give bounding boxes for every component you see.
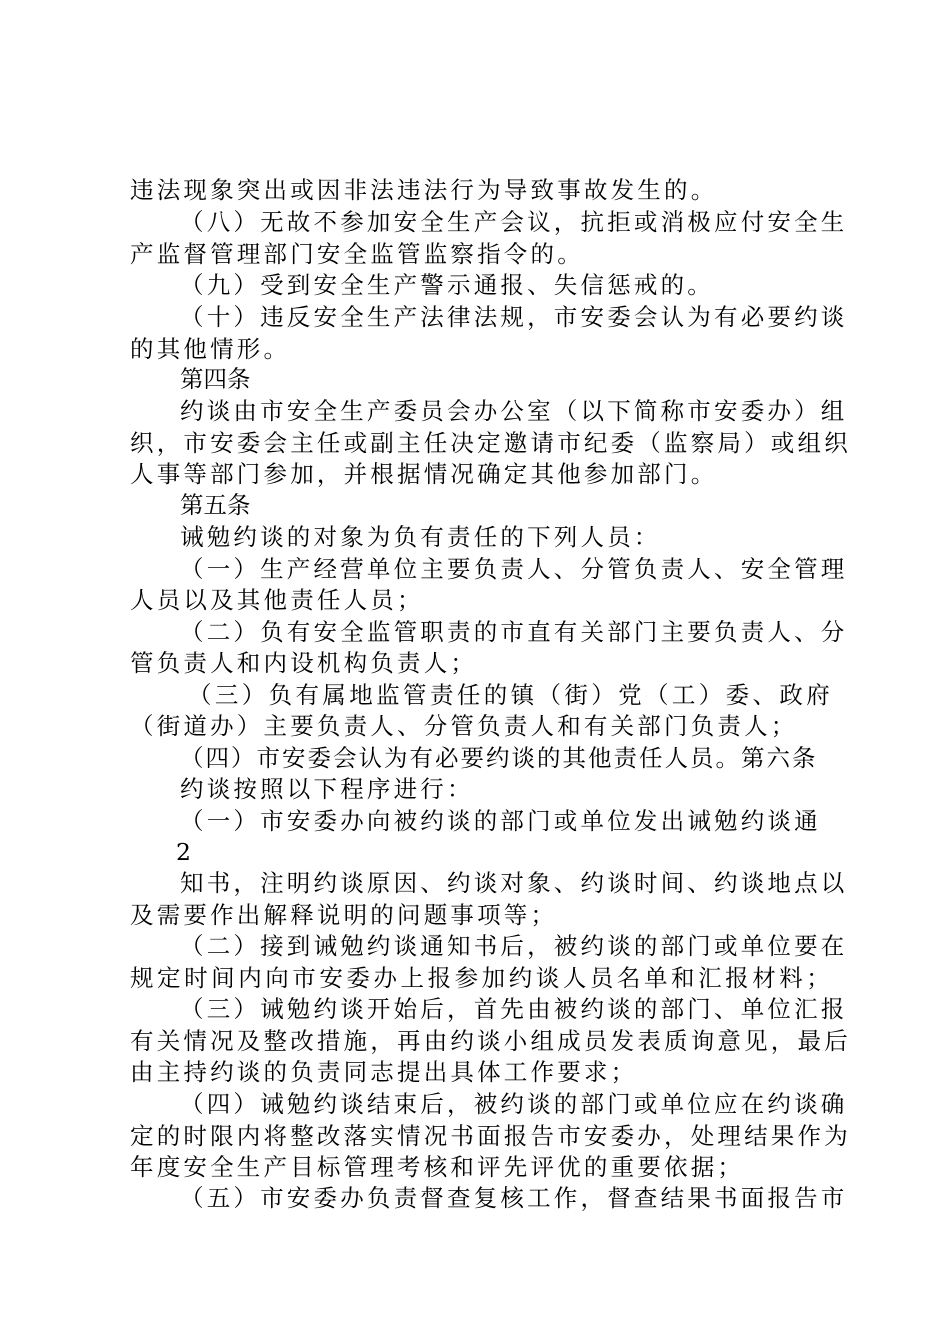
text-line: 诫勉约谈的对象为负有责任的下列人员： (180, 523, 661, 551)
text-line: 约谈由市安全生产委员会办公室（以下简称市安委办）组 (180, 397, 848, 425)
text-line: 人事等部门参加，并根据情况确定其他参加部门。 (130, 460, 718, 488)
text-line: （二）负有安全监管职责的市直有关部门主要负责人、分 (180, 618, 848, 646)
text-line: 定的时限内将整改落实情况书面报告市安委办，处理结果作为 (130, 1122, 851, 1150)
text-line: （三）负有属地监管责任的镇（街）党（工）委、政府 (188, 681, 833, 709)
text-line: （九）受到安全生产警示通报、失信惩戒的。 (180, 271, 714, 299)
text-line: 年度安全生产目标管理考核和评先评优的重要依据； (130, 1153, 745, 1181)
text-line: （二）接到诫勉约谈通知书后，被约谈的部门或单位要在 (180, 932, 848, 960)
article-heading: 第五条 (180, 491, 251, 519)
text-line: （四）市安委会认为有必要约谈的其他责任人员。第六条 (180, 744, 818, 772)
text-line: （五）市安委办负责督查复核工作，督查结果书面报告市 (180, 1184, 848, 1212)
text-line: （十）违反安全生产法律法规，市安委会认为有必要约谈 (180, 303, 848, 331)
text-line: 知书，注明约谈原因、约谈对象、约谈时间、约谈地点以 (180, 869, 848, 897)
text-line: 有关情况及整改措施，再由约谈小组成员发表质询意见，最后 (130, 1027, 851, 1055)
text-line: 及需要作出解释说明的问题事项等； (130, 901, 558, 929)
text-line: 由主持约谈的负责同志提出具体工作要求； (130, 1058, 638, 1086)
page-number: 2 (176, 838, 191, 866)
text-line: （八）无故不参加安全生产会议，抗拒或消极应付安全生 (180, 208, 848, 236)
text-line: （一）生产经营单位主要负责人、分管负责人、安全管理 (180, 555, 848, 583)
text-line: （四）诫勉约谈结束后，被约谈的部门或单位应在约谈确 (180, 1090, 848, 1118)
text-line: 人员以及其他责任人员； (130, 586, 424, 614)
text-line: 产监督管理部门安全监管监察指令的。 (130, 240, 584, 268)
text-line: （一）市安委办向被约谈的部门或单位发出诫勉约谈通 (180, 807, 821, 835)
text-line: 管负责人和内设机构负责人； (130, 649, 478, 677)
text-line: （三）诫勉约谈开始后，首先由被约谈的部门、单位汇报 (180, 995, 848, 1023)
text-line: 违法现象突出或因非法违法行为导致事故发生的。 (130, 176, 718, 204)
text-line: （街道办）主要负责人、分管负责人和有关部门负责人； (130, 712, 798, 740)
text-line: 约谈按照以下程序进行： (180, 775, 474, 803)
text-line: 的其他情形。 (130, 335, 291, 363)
text-line: 织，市安委会主任或副主任决定邀请市纪委（监察局）或组织 (130, 429, 851, 457)
text-line: 规定时间内向市安委办上报参加约谈人员名单和汇报材料； (130, 964, 833, 992)
article-heading: 第四条 (180, 365, 251, 393)
